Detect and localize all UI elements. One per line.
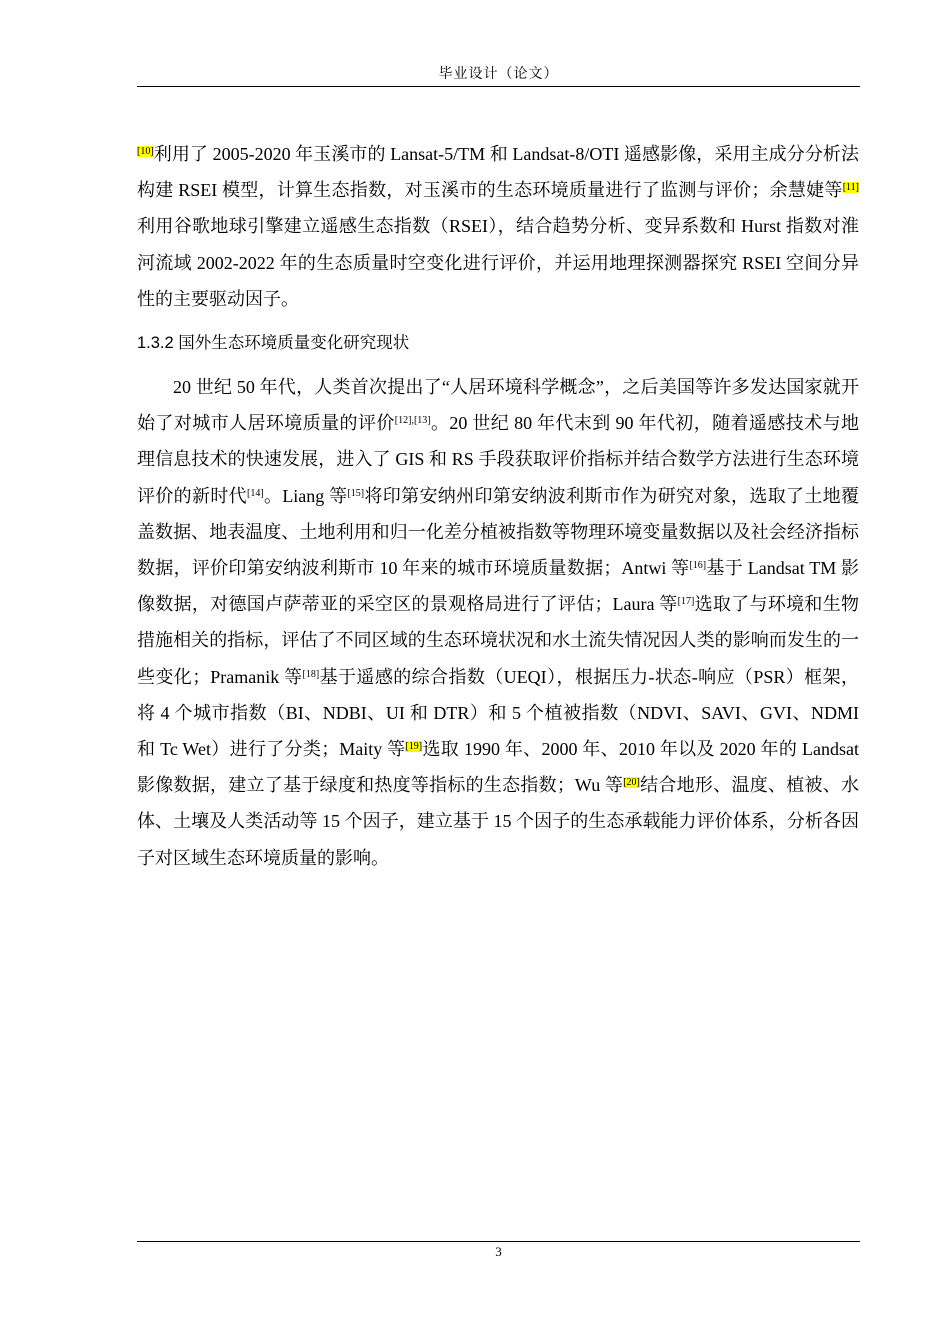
text-run: 基于遥感的综合指数（UEQI），根据压力-状态-响应（PSR）框架，将 4 个城市指数（BI、NDBI、UI 和 DTR）和 5 个植被指数（NDVI、SAVI、GVI、NDMI 和 Tc Wet）进行了分类；Maity 等 (137, 666, 859, 760)
citation-ref[interactable]: [18] (302, 668, 320, 680)
citation-ref[interactable]: [10] (137, 146, 154, 157)
citation-ref[interactable]: [14] (246, 487, 264, 499)
citation-ref[interactable]: [16] (689, 560, 707, 572)
text-run: 20 世纪 50 年代，人类首次提出了“人居环境科学概念”，之后美国等许多发达国家就开始了对城市人居环境质量的评价 (137, 377, 859, 434)
page-number: 3 (495, 1244, 502, 1259)
paragraph-1 (137, 136, 859, 317)
text-run: 结合地形、温度、植被、水体、土壤及人类活动等 15 个因子，建立基于 15 个因子的生态承载能力评价体系，分析各因子对区域生态环境质量的影响。 (137, 775, 859, 868)
citation-ref[interactable]: [20] (623, 777, 640, 789)
citation-ref[interactable]: [17] (677, 596, 695, 608)
paragraph-2 (137, 369, 859, 876)
footer-divider (137, 1241, 860, 1242)
text-run: 。Liang 等 (263, 485, 348, 506)
citation-ref[interactable]: [15] (347, 487, 365, 499)
text-run: 将印第安纳州印第安纳波利斯市作为研究对象，选取了土地覆盖数据、地表温度、土地利用和归一化差分植被指数等物理环境变量数据以及社会经济指标数据，评价印第安纳波利斯市 10 年来的城市环境质量数据；Antwi 等 (137, 485, 860, 579)
page-header: 毕业设计（论文） (438, 67, 559, 82)
citation-ref[interactable]: [12],[13] (394, 415, 431, 427)
body-text (137, 136, 859, 876)
text-run: 选取了与环境和生物措施相关的指标，评估了不同区域的生态环境状况和水土流失情况因人类的影响而发生的一些变化；Pramanik 等 (137, 594, 859, 687)
text-run: 利用谷歌地球引擎建立遥感生态指数（RSEI），结合趋势分析、变异系数和 Hurst 指数对淮河流域 2002-2022 年的生态质量时空变化进行评价，并运用地理探测器探究 RSEI 空间分异性的主要驱动因子。 (137, 216, 859, 309)
header-divider (137, 86, 860, 87)
text-run: 选取 1990 年、2000 年、2010 年以及 2020 年的 Landsat 影像数据，建立了基于绿度和热度等指标的生态指数；Wu 等 (137, 739, 859, 796)
text-run: 。20 世纪 80 年代末到 90 年代初，随着遥感技术与地理信息技术的快速发展，进入了 GIS 和 RS 手段获取评价指标并结合数学方法进行生态环境评价的新时代 (137, 413, 860, 506)
citation-ref[interactable]: [19] (405, 741, 423, 753)
text-run: 利用了 2005-2020 年玉溪市的 Lansat-5/TM 和 Landsat-8/OTI 遥感影像，采用主成分分析法构建 RSEI 模型，计算生态指数，对玉溪市的生态环境质量进行了监测与评价；余慧婕等 (137, 144, 859, 201)
citation-ref[interactable]: [11] (842, 182, 859, 194)
section-heading: 1.3.2 国外生态环境质量变化研究现状 (137, 334, 410, 353)
text-run: 基于 Landsat TM 影像数据，对德国卢萨蒂亚的采空区的景观格局进行了评估；Laura 等 (137, 558, 860, 615)
